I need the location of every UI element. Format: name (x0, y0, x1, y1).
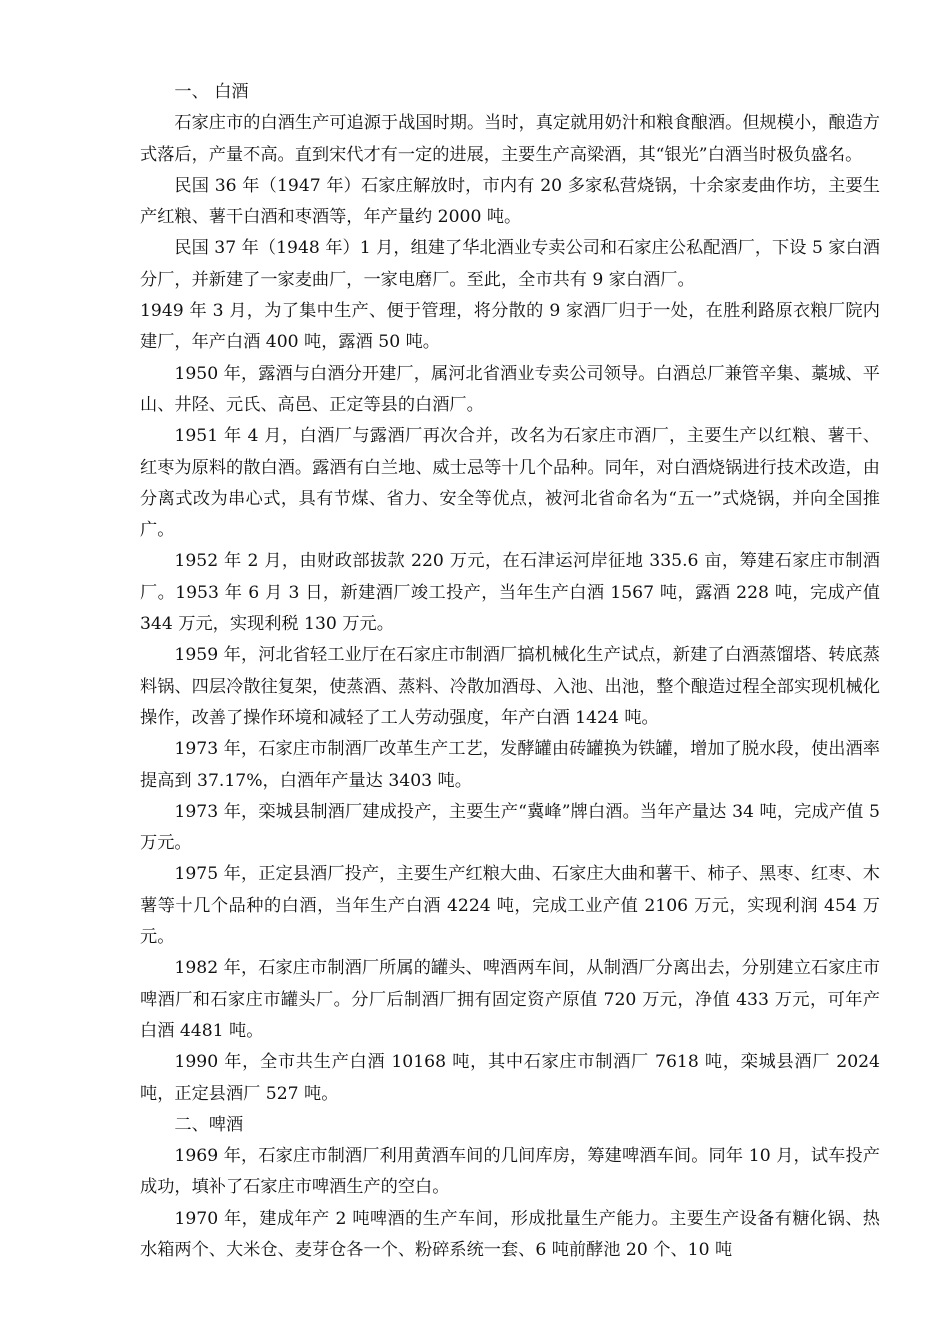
paragraph: 1949 年 3 月，为了集中生产、便于管理，将分散的 9 家酒厂归于一处，在胜利路原衣粮厂院内建厂，年产白酒 400 吨，露酒 50 吨。 (140, 301, 880, 353)
paragraph: 1959 年，河北省轻工业厅在石家庄市制酒厂搞机械化生产试点，新建了白酒蒸馏塔、转底蒸料锅、四层冷散往复架，使蒸酒、蒸料、冷散加酒母、入池、出池，整个酿造过程全部实现机械化操作，改善了操作环境和减轻了工人劳动强度，年产白酒 1424 吨。 (140, 645, 880, 728)
paragraph: 1950 年，露酒与白酒分开建厂，属河北省酒业专卖公司领导。白酒总厂兼管辛集、藁城、平山、井陉、元氏、高邑、正定等县的白酒厂。 (140, 363, 880, 415)
paragraph: 1982 年，石家庄市制酒厂所属的罐头、啤酒两车间，从制酒厂分离出去，分别建立石家庄市啤酒厂和石家庄市罐头厂。分厂后制酒厂拥有固定资产原值 720 万元，净值 433 万元，可年产白酒 4481 吨。 (140, 958, 880, 1041)
paragraph: 石家庄市的白酒生产可追源于战国时期。当时，真定就用奶汁和粮食酿酒。但规模小，酿造方式落后，产量不高。直到宋代才有一定的进展，主要生产高梁酒，其“银光”白酒当时极负盛名。 (140, 113, 880, 165)
paragraph: 1951 年 4 月，白酒厂与露酒厂再次合并，改名为石家庄市酒厂，主要生产以红粮、薯干、红枣为原料的散白酒。露酒有白兰地、威士忌等十几个品种。同年，对白酒烧锅进行技术改造，由分离式改为串心式，具有节煤、省力、安全等优点，被河北省命名为“五一”式烧锅，并向全国推广。 (140, 426, 880, 541)
paragraph: 1990 年，全市共生产白酒 10168 吨，其中石家庄市制酒厂 7618 吨，栾城县酒厂 2024 吨，正定县酒厂 527 吨。 (140, 1052, 880, 1104)
document-body (140, 77, 880, 1266)
paragraph: 民国 36 年（1947 年）石家庄解放时，市内有 20 多家私营烧锅，十余家麦曲作坊，主要生产红粮、薯干白酒和枣酒等，年产量约 2000 吨。 (140, 175, 880, 228)
section-heading: 二、啤酒 (174, 1114, 244, 1135)
paragraph: 1970 年，建成年产 2 吨啤酒的生产车间，形成批量生产能力。主要生产设备有糖化锅、热水箱两个、大米仓、麦芽仓各一个、粉碎系统一套、6 吨前酵池 20 个、10 吨 (140, 1208, 880, 1260)
paragraph: 1952 年 2 月，由财政部拔款 220 万元，在石津运河岸征地 335.6 亩，筹建石家庄市制酒厂。1953 年 6 月 3 日，新建酒厂竣工投产，当年生产白酒 1567 吨，露酒 228 吨，完成产值 344 万元，实现利税 130 万元。 (140, 551, 880, 635)
paragraph: 民国 37 年（1948 年）1 月，组建了华北酒业专卖公司和石家庄公私配酒厂，下设 5 家白酒分厂，并新建了一家麦曲厂，一家电磨厂。至此，全市共有 9 家白酒厂。 (140, 238, 880, 290)
section-heading: 一、 白酒 (174, 82, 249, 102)
paragraph: 1975 年，正定县酒厂投产，主要生产红粮大曲、石家庄大曲和薯干、柿子、黑枣、红枣、木薯等十几个品种的白酒，当年生产白酒 4224 吨，完成工业产值 2106 万元，实现利润 454 万元。 (140, 864, 880, 948)
paragraph: 1969 年，石家庄市制酒厂利用黄酒车间的几间库房，筹建啤酒车间。同年 10 月，试车投产成功，填补了石家庄市啤酒生产的空白。 (140, 1146, 880, 1198)
paragraph: 1973 年，石家庄市制酒厂改革生产工艺，发酵罐由砖罐换为铁罐，增加了脱水段，使出酒率提高到 37.17%，白酒年产量达 3403 吨。 (140, 739, 880, 791)
paragraph: 1973 年，栾城县制酒厂建成投产，主要生产“冀峰”牌白酒。当年产量达 34 吨，完成产值 5 万元。 (140, 801, 880, 854)
